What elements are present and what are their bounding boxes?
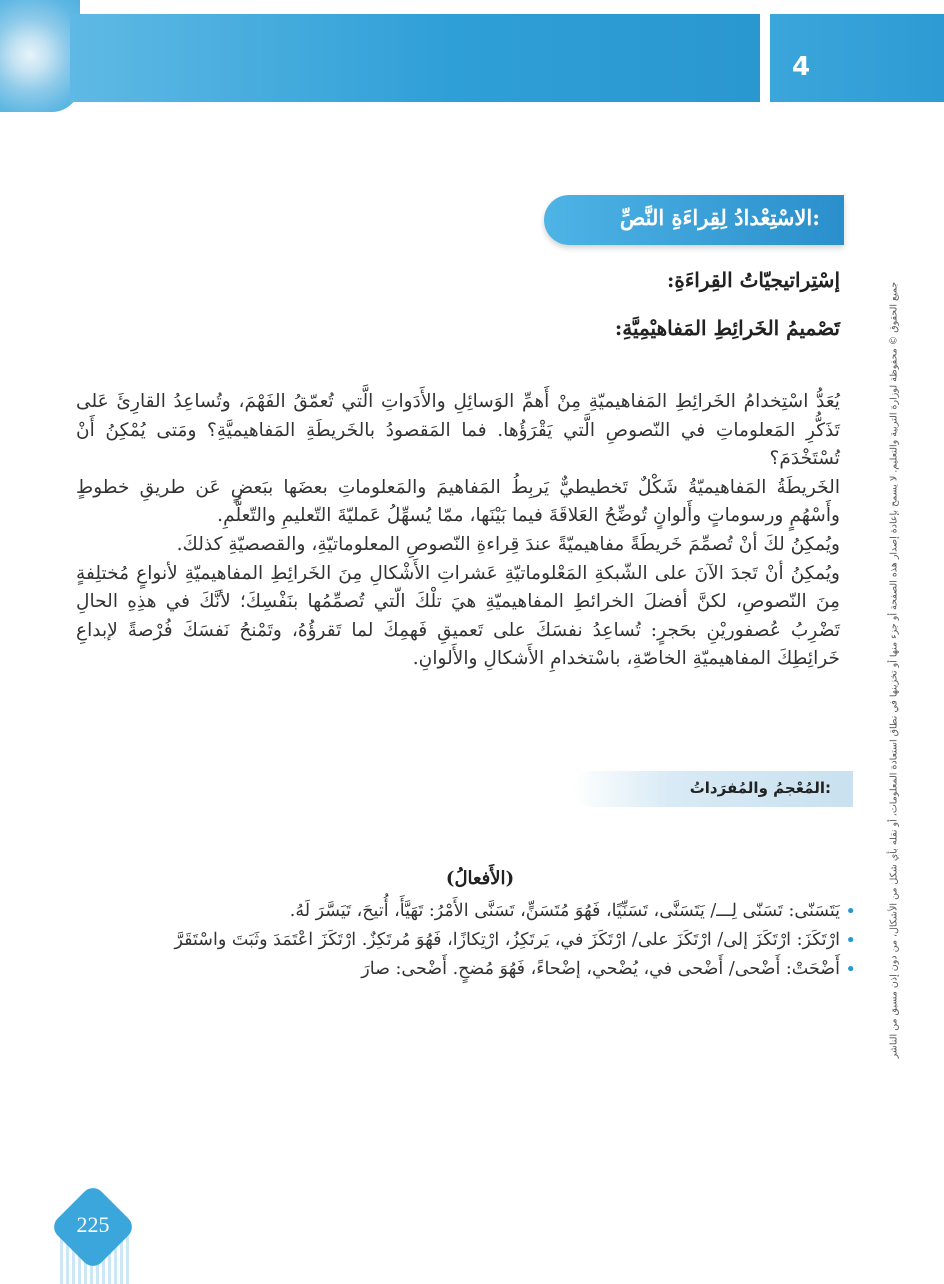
section-banner: [544, 195, 844, 245]
paragraph: ويُمكِنُ لكَ أنْ تُصمِّمَ خَريطَةً مفاهيميّةً عندَ قِراءةِ النّصوصِ المعلوماتيّةِ، والقصصيّةِ كذلكَ.: [176, 533, 840, 555]
strategies-heading: إسْتِراتيجيّاتُ القِراءَةِ:: [667, 268, 840, 292]
body-text: [76, 388, 840, 674]
chapter-number: 4: [792, 52, 811, 82]
paragraph: ويُمكِنُ أنْ تَجدَ الآنَ على الشّبكةِ المَعْلوماتيّةِ عَشراتِ الأَشْكالِ مِنَ الخَرائِطِ المفاهيميّةِ لأنواعٍ مُختلِفةٍ مِنَ النّصوصِ، لكنَّ أفضلَ الخرائطِ المفاهيميّةِ هيَ تلْكَ الّتي تُصمِّمُها بنَفْسِكَ؛ لأنَّكَ في هذِهِ الحالِ تَضْرِبُ عُصفوريْنِ بحَجرٍ: تُساعِدُ نفسَكَ على تَعميقِ فَهمِكَ لما تَقرؤُهُ، وتَمْنحُ نَفسَكَ فُرْصةً لإبداعِ خَرائِطِكَ المفاهيميّةِ الخاصّةِ، باسْتخدامِ الأَشكالِ والأَلوانِ.: [76, 562, 840, 670]
verbs-title: (الأَفعالُ): [445, 868, 515, 889]
corner-decoration: [0, 0, 80, 112]
list-item: • يَتَسَنّى: تَسَنّى لِـــ/ يَتَسَنَّى، تَسَنِّيًا، فَهُوَ مُتَسَنٍّ، تَسَنَّى الأَمْرُ: تَهَيَّأَ، أُتيحَ، تَيَسَّرَ لَهُ.: [120, 898, 840, 925]
glossary-bar: [573, 771, 853, 807]
copyright-text: جميع الحقوق © محفوظة لوزارة التربية والتعليم. لا يسمح بإعادة إصدار هذه الصفحة أو جزء منها أو تخزينها في نطاق استعادة المعلومات، أو نقله بأي شكل من الأشكال، من دون إذن مسبق من الناشر: [888, 281, 900, 1059]
list-item: • أَضْحَتْ: أَضْحى/ أَضْحى في، يُضْحي، إضْحاءً، فَهُوَ مُضحٍ. أَضْحى: صارَ: [120, 956, 840, 983]
paragraph: يُعَدُّ اسْتِخدامُ الخَرائِطِ المَفاهيميّةِ مِنْ أَهمِّ الوَسائِلِ والأَدَواتِ الَّتي تُعمّقُ الفَهْمَ، وتُساعِدُ القارِئَ عَلى تَذَكُّرِ المَعلوماتِ في النّصوصِ الَّتي يَقْرَؤُها. فما المَقصودُ بالخَريطَةِ المَفاهيميَّةِ؟ ومَتى يُمْكِنُ أَنْ تُسْتَخْدَمَ؟: [76, 391, 840, 470]
concept-maps-heading: تَصْميمُ الخَرائِطِ المَفاهيْمِيَّةِ:: [614, 316, 840, 340]
verbs-list: [120, 898, 858, 985]
paragraph: الخَريطَةُ المَفاهيميّةُ شَكْلٌ تَخطيطيٌّ يَربِطُ المَفاهيمَ والمَعلوماتِ بعضَها ببَعضٍ عَن طريقِ خطوطٍ وأَسْهُمٍ ورسوماتٍ وأَلوانٍ تُوضِّحُ العَلاقَةَ فيما بَيْنَها، ممّا يُسهِّلُ عَمليّةَ التّعليمِ والتّعلُّمِ.: [76, 476, 840, 527]
copyright-note: [874, 281, 914, 1059]
section-title: الاسْتِعْدادُ لِقِراءَةِ النَّصِّ:: [619, 205, 820, 230]
page-number: 225: [76, 1212, 110, 1237]
list-item: • ارْتَكَزَ: ارْتَكَزَ إلى/ ارْتَكَزَ على/ ارْتَكَزَ في، يَرتَكِزُ، ارْتِكازًا، فَهُوَ مُرتَكِزٌ. ارْتَكَزَ اعْتَمَدَ وثَبَتَ واسْتَقَرَّ: [120, 927, 840, 954]
glossary-title: المُعْجمُ والمُفرَداتُ:: [689, 779, 831, 797]
header-band: [70, 14, 760, 102]
